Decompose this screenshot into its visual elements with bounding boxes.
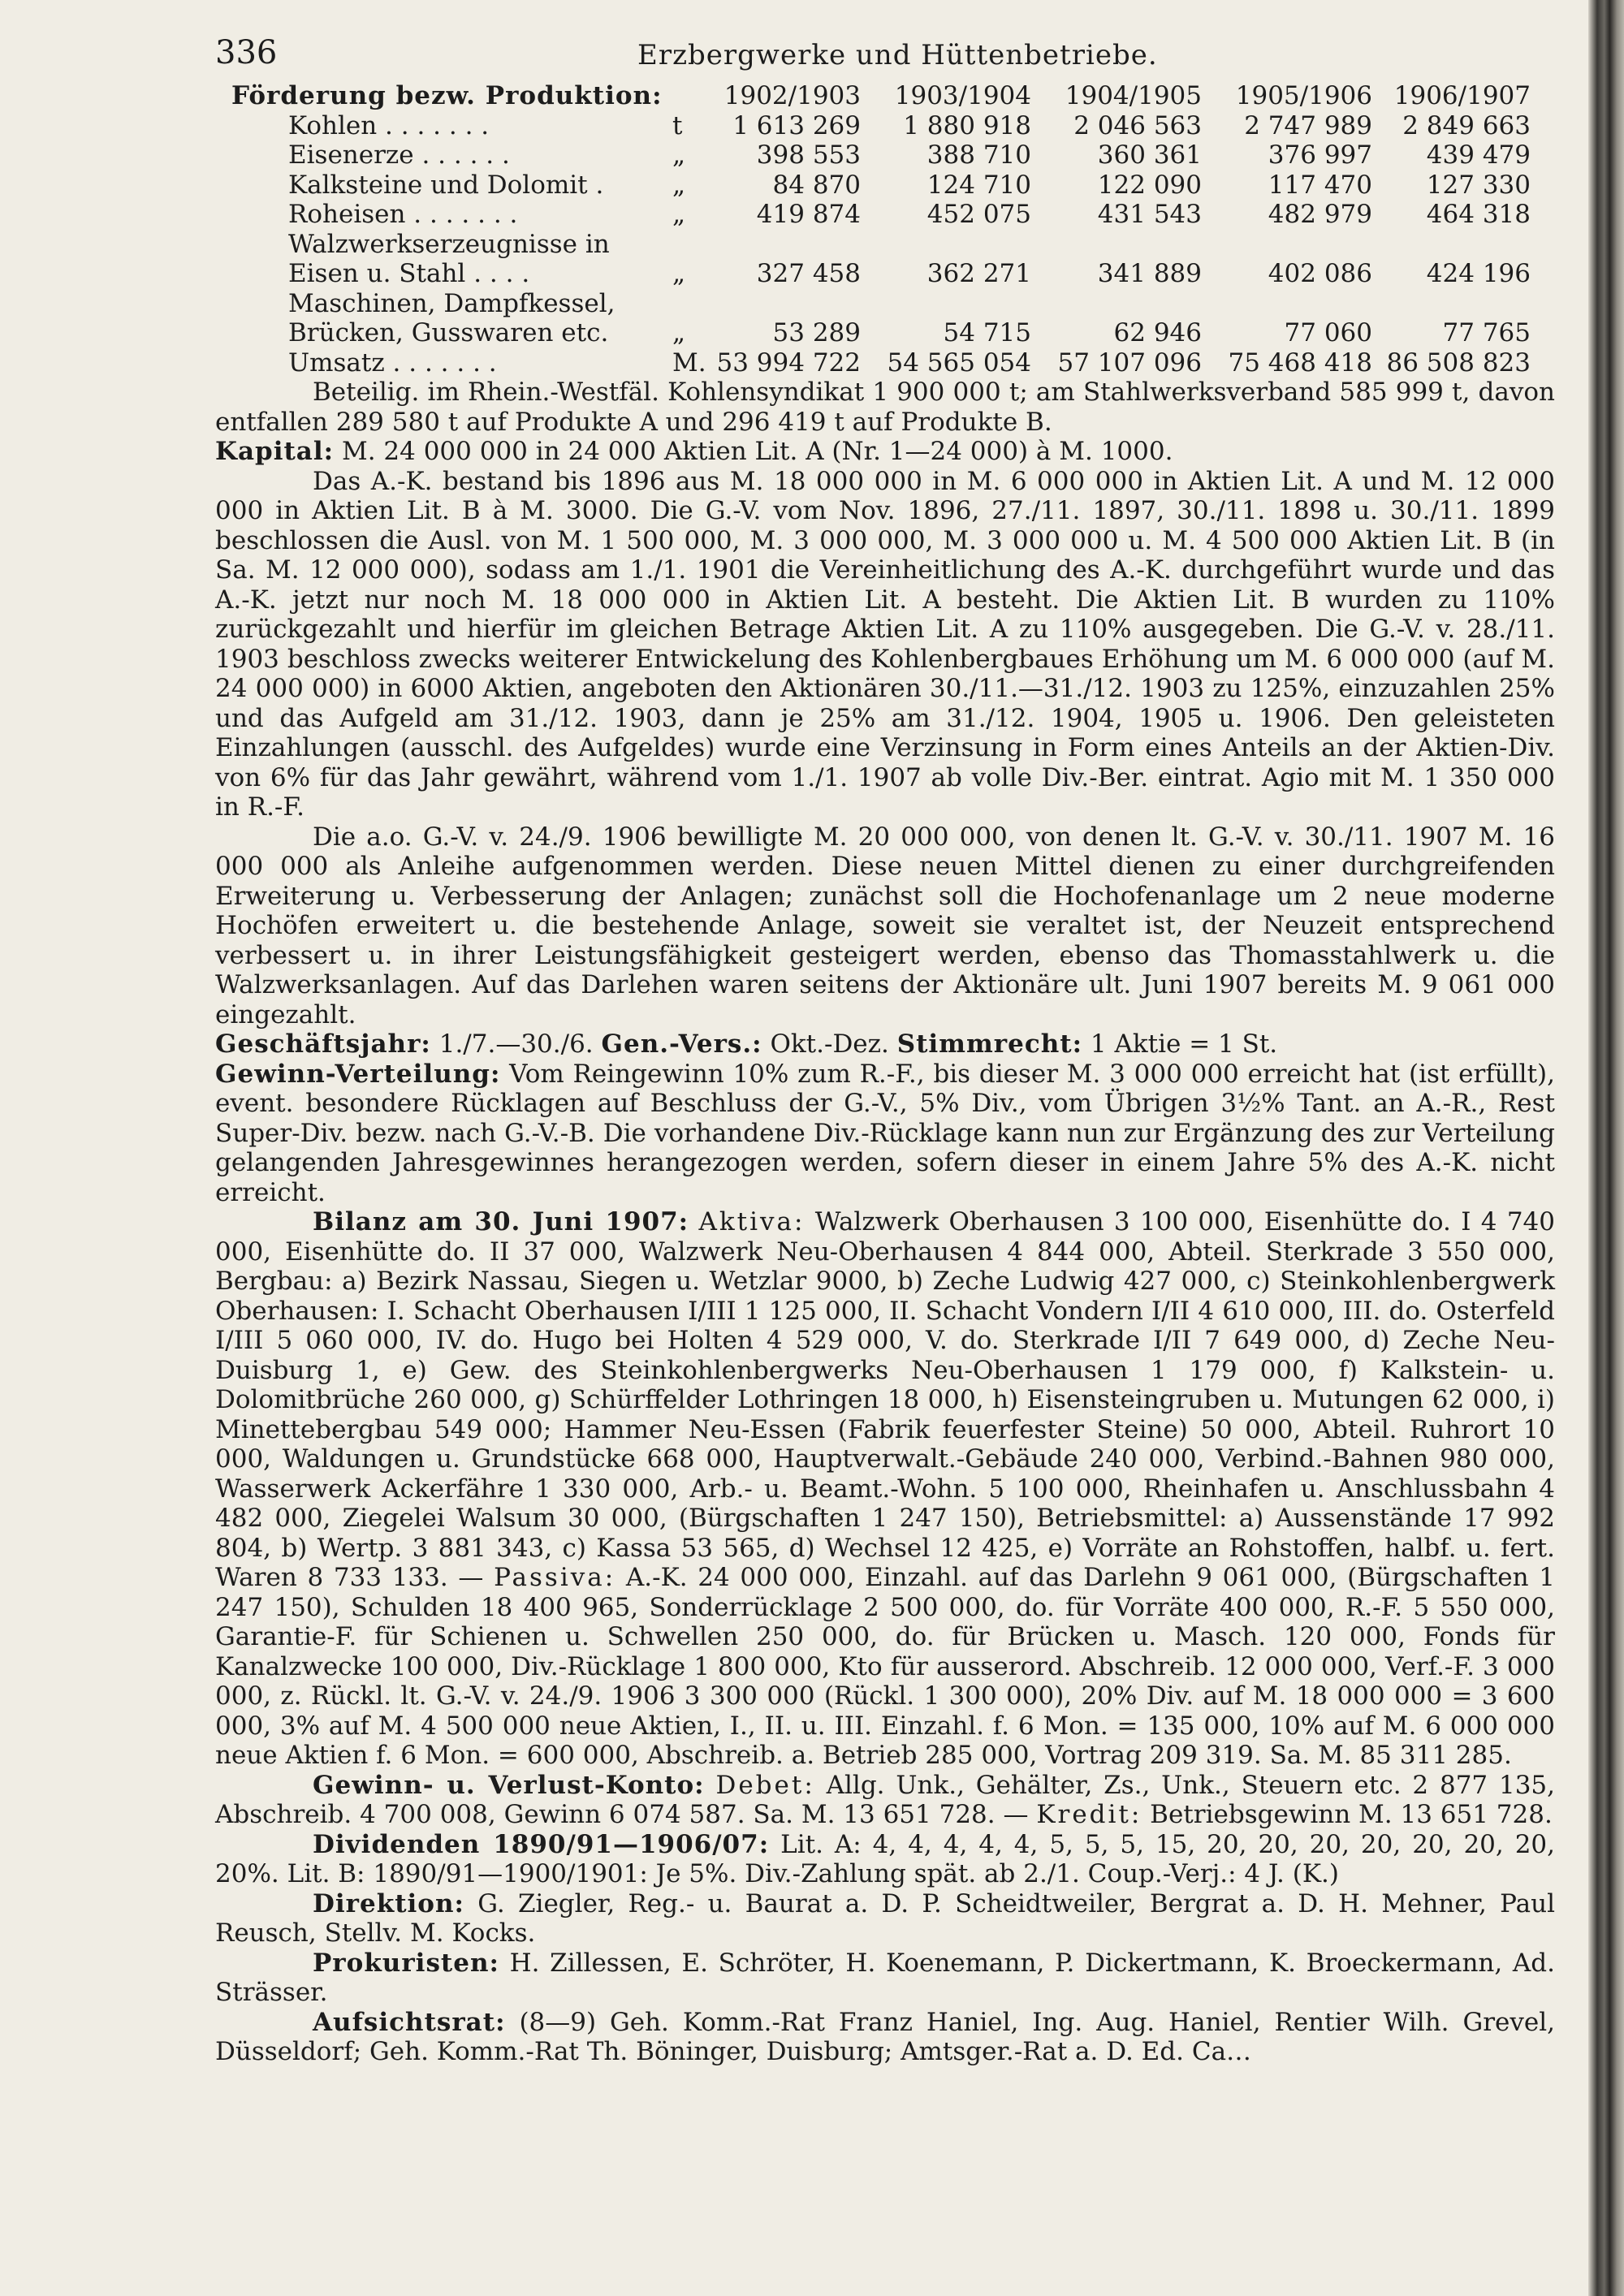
- section-heading: Aufsichtsrat:: [313, 2007, 506, 2037]
- row-value: 53 289: [772, 318, 861, 347]
- row-unit: „: [672, 170, 686, 200]
- section-heading: Gewinn- u. Verlust-Konto:: [313, 1770, 705, 1800]
- row-value: 1 613 269: [732, 110, 861, 140]
- page-number: 336: [215, 34, 278, 71]
- paragraph-text: M. 24 000 000 in 24 000 Aktien Lit. A (Nr. 1—24 000) à M. 1000.: [334, 437, 1173, 466]
- row-value: 54 715: [943, 318, 1031, 347]
- row-value: 84 870: [772, 170, 861, 200]
- book-binding-edge: [1588, 0, 1624, 2296]
- row-label: Roheisen . . . . . . .: [288, 200, 518, 229]
- row-value: 54 565 054: [887, 347, 1031, 378]
- production-row: [215, 140, 1555, 170]
- production-table: [215, 81, 1555, 378]
- row-unit: M.: [672, 347, 706, 378]
- production-row: [215, 289, 1555, 319]
- row-label: Eisenerze . . . . . .: [288, 140, 510, 170]
- paragraph-text: (8—9) Geh. Komm.-Rat Franz Haniel, Ing. Aug. Haniel, Rentier Wilh. Grevel, Düsseldorf; Geh. Komm.-Rat Th. Böninger, Duisburg; Amtsger.-Rat a. D. Ed. Ca…: [215, 2007, 1555, 2066]
- paragraph: [215, 1830, 1555, 1889]
- year-header: 1904/1905: [1065, 81, 1202, 110]
- paragraph-text: H. Zillessen, E. Schröter, H. Koenemann, P. Dickertmann, K. Broeckermann, Ad. Strässer.: [215, 1948, 1555, 2007]
- row-label: Kohlen . . . . . . .: [288, 110, 490, 140]
- paragraph: [215, 378, 1555, 437]
- row-value: 402 086: [1268, 259, 1372, 288]
- row-value: 1 880 918: [903, 110, 1031, 140]
- paragraph: [215, 437, 1555, 467]
- production-row: [215, 348, 1555, 378]
- row-value: 362 271: [926, 259, 1031, 288]
- paragraph: [215, 1889, 1555, 1949]
- paragraph-text: Okt.-Dez.: [762, 1029, 897, 1059]
- section-heading: Gewinn-Verteilung:: [215, 1059, 501, 1089]
- paragraph: [215, 2008, 1555, 2067]
- row-value: 431 543: [1097, 200, 1202, 229]
- row-value: 2 046 563: [1073, 110, 1202, 140]
- row-value: 57 107 096: [1057, 347, 1202, 378]
- year-header: 1905/1906: [1235, 81, 1372, 110]
- paragraph: [215, 1060, 1555, 1208]
- paragraph-text: Kredit:: [1036, 1800, 1142, 1829]
- production-row: [215, 259, 1555, 289]
- paragraph-text: Allg. Unk., Gehälter, Zs., Unk., Steuern etc. 2 877 135, Abschreib. 4 700 008, Gewinn 6 074 587. Sa. M. 13 651 728. —: [215, 1770, 1555, 1829]
- section-heading: Dividenden 1890/91—1906/07:: [313, 1829, 770, 1859]
- row-label: Brücken, Gusswaren etc.: [288, 318, 609, 347]
- paragraph: [215, 822, 1555, 1030]
- row-value: 388 710: [926, 140, 1031, 170]
- row-unit: „: [672, 259, 686, 288]
- body-text: [215, 378, 1555, 2067]
- row-value: 341 889: [1097, 259, 1202, 288]
- row-value: 482 979: [1268, 200, 1372, 229]
- row-value: 127 330: [1426, 170, 1531, 200]
- production-row: [215, 318, 1555, 348]
- paragraph-text: [705, 1771, 716, 1800]
- paragraph-text: Lit. A: 4, 4, 4, 4, 4, 5, 5, 5, 15, 20, 20, 20, 20, 20, 20, 20, 20%. Lit. B: 1890/91—1900/1901: Je 5%. Div.-Zahlung spät. ab 2./1. Coup.-Verj.: 4 J. (K.): [215, 1829, 1555, 1888]
- running-head: [215, 24, 1555, 81]
- paragraph-text: G. Ziegler, Reg.- u. Baurat a. D. P. Scheidtweiler, Bergrat a. D. H. Mehner, Paul Reusch, Stellv. M. Kocks.: [215, 1888, 1555, 1948]
- row-label: Walzwerkserzeugnisse in: [288, 229, 610, 259]
- paragraph-text: Aktiva:: [698, 1207, 806, 1236]
- paragraph-text: Walzwerk Oberhausen 3 100 000, Eisenhütte do. I 4 740 000, Eisenhütte do. II 37 000, Walzwerk Neu-Oberhausen 4 844 000, Abteil. Sterkrade 3 550 000, Bergbau: a) Bezirk Nassau, Siegen u. Wetzlar 9000, b) Zeche Ludwig 427 000, c) Steinkohlenbergwerk Oberhausen: I. Schacht Oberhausen I/III 1 125 000, II. Schacht Vondern I/II 4 610 000, III. do. Osterfeld I/III 5 060 000, IV. do. Hugo bei Holten 4 529 000, V. do. Sterkrade I/II 7 649 000, d) Zeche Neu-Duisburg 1, e) Gew. des Steinkohlenbergwerks Neu-Oberhausen 1 179 000, f) Kalkstein- u. Dolomitbrüche 260 000, g) Schürffelder Lothringen 18 000, h) Eisensteingruben u. Mutungen 62 000, i) Minettebergbau 549 000; Hammer Neu-Essen (Fabrik feuerfester Steine) 50 000, Abteil. Ruhrort 10 000, Waldungen u. Grundstücke 668 000, Hauptverwalt.-Gebäude 240 000, Verbind.-Bahnen 980 000, Wasserwerk Ackerfähre 1 330 000, Arb.- u. Beamt.-Wohn. 5 100 000, Rheinhafen u. Anschlussbahn 4 482 000, Ziegelei Walsum 30 000, (Bürgschaften 1 247 150), Betriebsmittel: a) Aussenstände 17 992 804, b) Wertp. 3 881 343, c) Kassa 53 565, d) Wechsel 12 425, e) Vorräte an Rohstoffen, halbf. u. fert. Waren 8 733 133. —: [215, 1207, 1556, 1592]
- section-heading: Direktion:: [313, 1888, 464, 1918]
- section-heading: Bilanz am 30. Juni 1907:: [313, 1207, 689, 1236]
- row-value: 75 468 418: [1228, 347, 1372, 378]
- row-value: 53 994 722: [716, 347, 861, 378]
- paragraph: [215, 1771, 1555, 1830]
- paragraph-text: 1 Aktie = 1 St.: [1082, 1029, 1278, 1059]
- page-content: [215, 24, 1555, 2067]
- row-value: 327 458: [756, 259, 861, 288]
- paragraph-text: Debet:: [715, 1770, 815, 1800]
- row-unit: „: [672, 140, 686, 170]
- production-label: Förderung bezw. Produktion:: [231, 81, 663, 110]
- section-heading: Kapital:: [215, 437, 335, 466]
- row-unit: „: [672, 318, 686, 347]
- paragraph-text: Das A.-K. bestand bis 1896 aus M. 18 000 000 in M. 6 000 000 in Aktien Lit. A und M. 12 000 000 in Aktien Lit. B à M. 3000. Die G.-V. vom Nov. 1896, 27./11. 1897, 30./11. 1898 u. 30./11. 1899 beschlossen die Ausl. von M. 1 500 000, M. 3 000 000, M. 3 000 000 u. M. 4 500 000 Aktien Lit. B (in Sa. M. 12 000 000), sodass am 1./1. 1901 die Vereinheitlichung des A.-K. durchgeführt wurde und das A.-K. jetzt nur noch M. 18 000 000 in Aktien Lit. A besteht. Die Aktien Lit. B wurden zu 110% zurückgezahlt und hierfür im gleichen Betrage Aktien Lit. A zu 110% ausgegeben. Die G.-V. v. 28./11. 1903 beschloss zwecks weiterer Entwickelung des Kohlenbergbaues Erhöhung um M. 6 000 000 (auf M. 24 000 000) in 6000 Aktien, angeboten den Aktionären 30./11.—31./12. 1903 zu 125%, einzuzahlen 25% und das Aufgeld am 31./12. 1903, dann je 25% am 31./12. 1904, 1905 u. 1906. Den geleisteten Einzahlungen (ausschl. des Aufgeldes) wurde eine Verzinsung in Form eines Anteils an der Aktien-Div. von 6% für das Jahr gewährt, während vom 1./1. 1907 ab volle Div.-Ber. eintrat. Agio mit M. 1 350 000 in R.-F.: [215, 466, 1555, 822]
- paragraph-text: Beteilig. im Rhein.-Westfäl. Kohlensyndikat 1 900 000 t; am Stahlwerksverband 585 999 t, davon entfallen 289 580 t auf Produkte A und 296 419 t auf Produkte B.: [215, 378, 1555, 437]
- row-value: 2 849 663: [1402, 110, 1531, 140]
- row-value: 77 765: [1442, 318, 1531, 347]
- row-value: 124 710: [926, 170, 1031, 200]
- row-label: Kalksteine und Dolomit .: [288, 170, 604, 200]
- paragraph: [215, 1949, 1555, 2008]
- row-value: 452 075: [926, 200, 1031, 229]
- row-value: 360 361: [1097, 140, 1202, 170]
- row-label: Eisen u. Stahl . . . .: [288, 259, 530, 288]
- paragraph-text: Vom Reingewinn 10% zum R.-F., bis dieser M. 3 000 000 erreicht hat (ist erfüllt), event. besondere Rücklagen auf Beschluss der G.-V., 5% Div., vom Übrigen 3½% Tant. an A.-R., Rest Super-Div. bezw. nach G.-V.-B. Die vorhandene Div.-Rücklage kann nun zur Ergänzung des zur Verteilung gelangenden Jahresgewinnes herangezogen werden, sofern dieser in einem Jahre 5% des A.-K. nicht erreicht.: [215, 1059, 1555, 1207]
- paragraph-text: Passiva:: [494, 1563, 616, 1592]
- production-row: [215, 230, 1555, 260]
- row-value: 62 946: [1113, 318, 1202, 347]
- paragraph: [215, 467, 1555, 822]
- row-unit: „: [672, 200, 686, 229]
- row-value: 419 874: [756, 200, 861, 229]
- production-row: [215, 111, 1555, 141]
- paragraph-text: [689, 1207, 698, 1236]
- row-value: 77 060: [1284, 318, 1372, 347]
- row-value: 2 747 989: [1244, 110, 1372, 140]
- production-row: [215, 200, 1555, 230]
- paragraph: [215, 1207, 1555, 1771]
- row-value: 117 470: [1268, 170, 1372, 200]
- row-value: 464 318: [1426, 200, 1531, 229]
- paragraph: [215, 1029, 1555, 1060]
- section-heading: Stimmrecht:: [896, 1029, 1083, 1059]
- paragraph-text: 1./7.—30./6.: [430, 1029, 602, 1059]
- paragraph-text: Die a.o. G.-V. v. 24./9. 1906 bewilligte M. 20 000 000, von denen lt. G.-V. v. 30./11. 1907 M. 16 000 000 als Anleihe aufgenommen werden. Diese neuen Mittel dienen zu einer durchgreifenden Erweiterung u. Verbesserung der Anlagen; zunächst soll die Hochofenanlage um 2 neue moderne Hochöfen erweitert u. die bestehende Anlage, soweit sie veraltet ist, der Neuzeit entsprechend verbessert u. in ihrer Leistungsfähigkeit gesteigert werden, ebenso das Thomasstahlwerk u. die Walzwerksanlagen. Auf das Darlehen waren seitens der Aktionäre ult. Juni 1907 bereits M. 9 061 000 eingezahlt.: [215, 822, 1555, 1029]
- production-row: [215, 170, 1555, 201]
- year-header: 1906/1907: [1393, 81, 1531, 110]
- running-title: Erzbergwerke und Hüttenbetriebe.: [637, 39, 1158, 71]
- row-value: 122 090: [1097, 170, 1202, 200]
- year-header: 1903/1904: [894, 81, 1031, 110]
- row-value: 86 508 823: [1386, 347, 1531, 378]
- year-header: 1902/1903: [723, 81, 861, 110]
- paragraph-text: A.-K. 24 000 000, Einzahl. auf das Darlehn 9 061 000, (Bürgschaften 1 247 150), Schulden 18 400 965, Sonderrücklage 2 500 000, do. für Vorräte 400 000, R.-F. 5 550 000, Garantie-F. für Schienen u. Schwellen 250 000, do. für Brücken u. Masch. 120 000, Fonds für Kanalzwecke 100 000, Div.-Rücklage 1 800 000, Kto für ausserord. Abschreib. 12 000 000, Verf.-F. 3 000 000, z. Rückl. lt. G.-V. v. 24./9. 1906 3 300 000 (Rückl. 1 300 000), 20% Div. auf M. 18 000 000 = 3 600 000, 3% auf M. 4 500 000 neue Aktien, I., II. u. III. Einzahl. f. 6 Mon. = 135 000, 10% auf M. 6 000 000 neue Aktien f. 6 Mon. = 600 000, Abschreib. a. Betrieb 285 000, Vortrag 209 319. Sa. M. 85 311 285.: [215, 1563, 1555, 1770]
- row-value: 376 997: [1268, 140, 1372, 170]
- section-heading: Gen.-Vers.:: [601, 1029, 762, 1059]
- production-header-row: [215, 81, 1555, 111]
- row-unit: t: [672, 110, 683, 140]
- paragraph-text: Betriebsgewinn M. 13 651 728.: [1142, 1800, 1553, 1829]
- row-value: 398 553: [756, 140, 861, 170]
- row-label: Umsatz . . . . . . .: [288, 347, 497, 378]
- row-value: 439 479: [1426, 140, 1531, 170]
- section-heading: Geschäftsjahr:: [215, 1029, 431, 1059]
- row-label: Maschinen, Dampfkessel,: [288, 288, 615, 318]
- row-value: 424 196: [1426, 259, 1531, 288]
- section-heading: Prokuristen:: [313, 1948, 499, 1978]
